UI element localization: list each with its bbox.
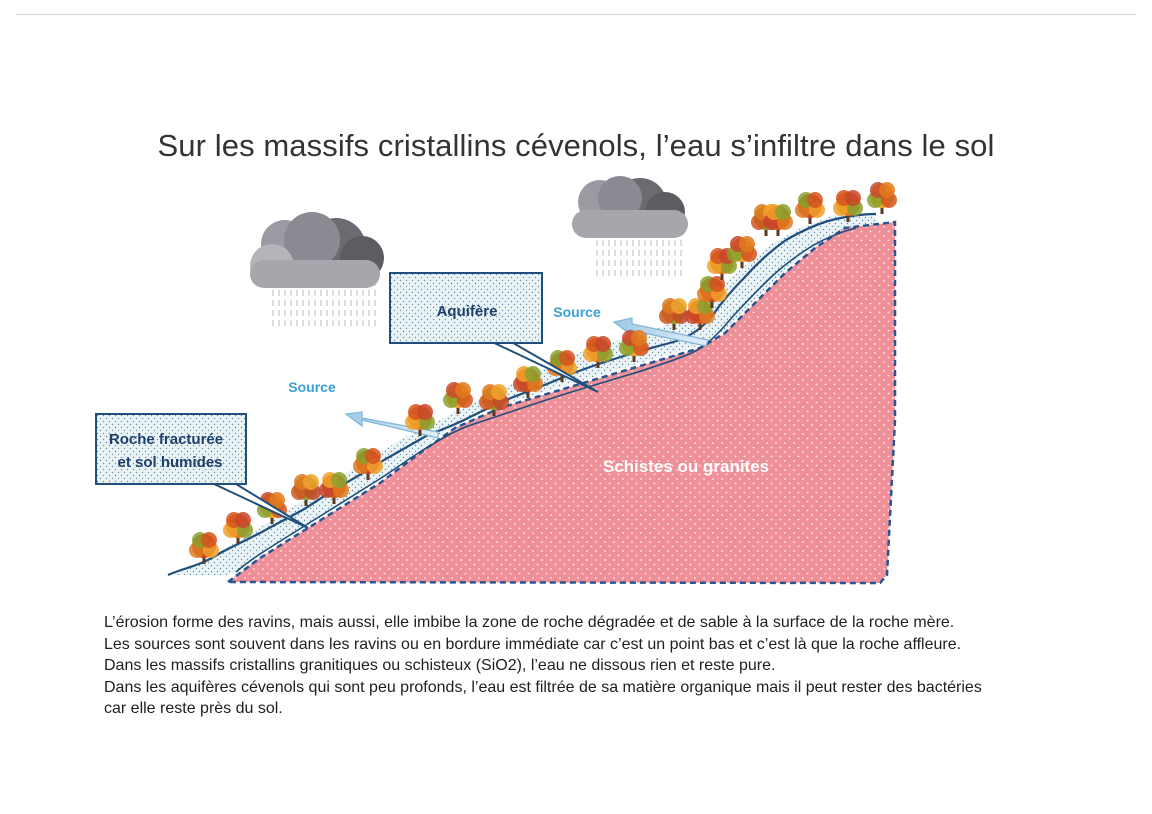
paragraph-3: Dans les massifs cristallins granitiques ou schisteux (SiO2), l’eau ne dissous rien et reste pure. (104, 657, 776, 674)
callout-aquifer (390, 273, 598, 392)
paragraph-4: Dans les aquifères cévenols qui sont peu profonds, l’eau est filtrée de sa matière organique mais il peut rester des bactéries car elle reste près du sol. (104, 678, 982, 717)
paragraph-1: L’érosion forme des ravins, mais aussi, elle imbibe la zone de roche dégradée et de sable à la surface de la roche mère. (104, 614, 955, 631)
tree-icon (795, 192, 825, 224)
label-fractured-line2: et sol humides (117, 454, 223, 471)
page-title: Sur les massifs cristallins cévenols, l’eau s’infiltre dans le sol (157, 128, 995, 163)
tree-icon (867, 182, 897, 214)
label-fractured-line1: Roche fracturée (108, 431, 224, 448)
cloud-right-icon (572, 176, 688, 276)
label-aquifer: Aquifère (436, 303, 498, 320)
explanation-text (104, 612, 1004, 720)
label-source-upper: Source (553, 304, 601, 320)
cloud-left-icon (250, 212, 384, 330)
label-source-lower: Source (288, 379, 336, 395)
label-bedrock: Schistes ou granites (602, 457, 770, 476)
paragraph-2: Les sources sont souvent dans les ravins ou en bordure immédiate car c’est un point bas et c’est là que la roche affleure. (104, 635, 962, 653)
